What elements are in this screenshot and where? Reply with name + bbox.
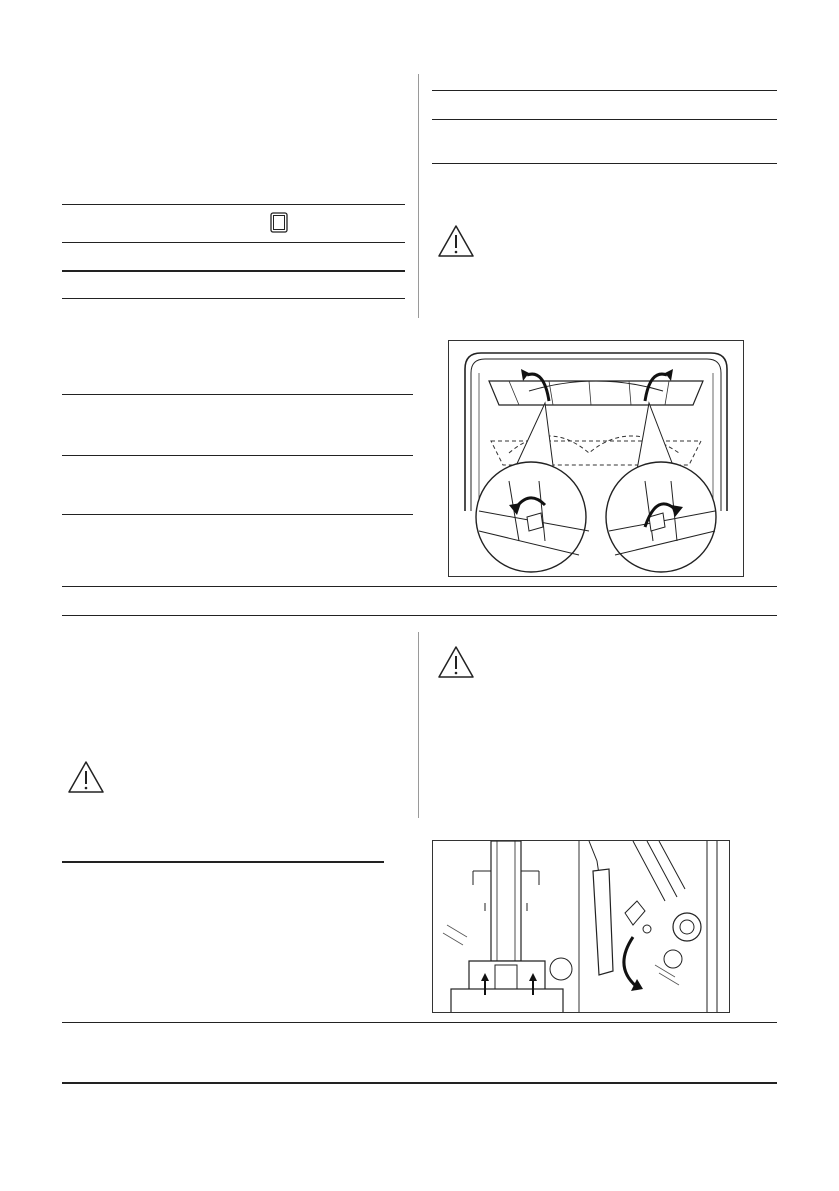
middle-left-rule-2 <box>62 455 413 456</box>
middle-left-rule-3 <box>62 514 413 515</box>
warning-icon-lower-left <box>67 760 105 794</box>
upper-left-rule-3 <box>62 270 405 272</box>
bottom-rule-2 <box>62 1082 777 1084</box>
lamp-cover-removal-figure <box>432 840 730 1013</box>
upper-left-rule-2 <box>62 242 405 243</box>
lower-left-heading-rule <box>62 861 384 863</box>
upper-right-rule-3 <box>432 163 777 164</box>
bottom-rule-1 <box>62 1022 777 1023</box>
lower-column-divider <box>418 632 419 818</box>
upper-column-divider <box>418 74 419 318</box>
full-width-rule-1 <box>62 586 777 587</box>
upper-left-rule-1 <box>62 204 405 205</box>
upper-right-rule-2 <box>432 119 777 120</box>
upper-left-rule-4 <box>62 298 405 299</box>
full-width-rule-2 <box>62 615 777 616</box>
oven-box-icon <box>270 212 288 233</box>
middle-left-rule-1 <box>62 394 413 395</box>
shelf-support-removal-figure <box>448 340 744 577</box>
warning-icon-lower-right <box>437 645 475 679</box>
upper-right-rule-1 <box>432 90 777 91</box>
warning-icon-upper <box>437 224 475 258</box>
